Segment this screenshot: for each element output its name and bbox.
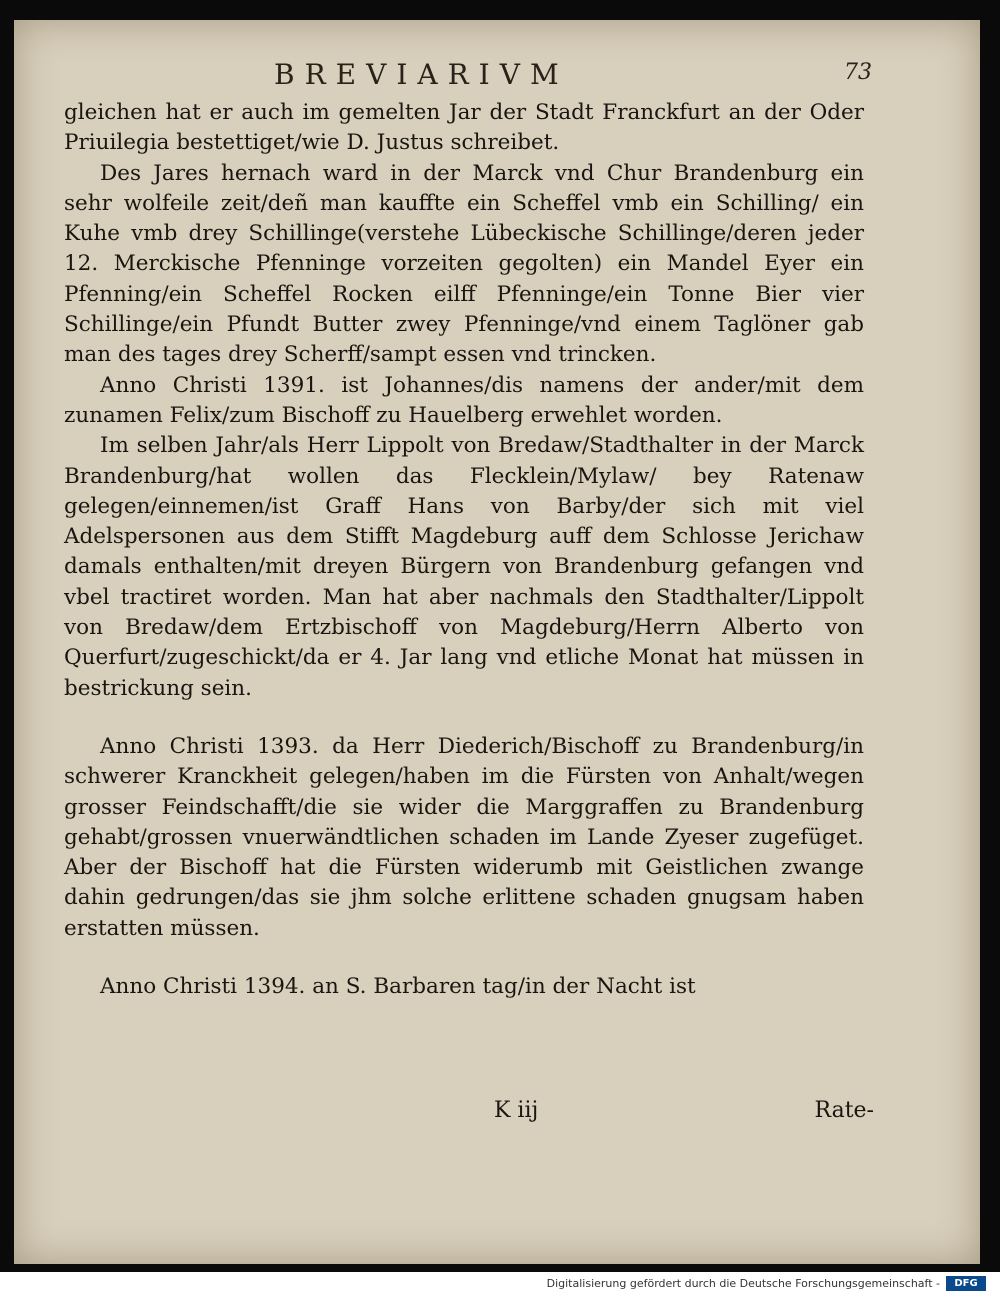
catchword: Rate- xyxy=(814,1098,874,1123)
page-number: 73 xyxy=(844,60,872,85)
dfg-logo-icon[interactable]: DFG xyxy=(946,1276,986,1291)
paragraph-1391-bishop: Anno Christi 1391. ist Johannes/dis namens der ander/mit dem zunamen Felix/zum Bischoff zu Hauelberg erwehlet worden. xyxy=(64,372,864,428)
running-title: BREVIARIVM xyxy=(274,58,569,91)
signature-mark: K iij xyxy=(494,1098,539,1123)
book-page xyxy=(14,20,980,1264)
paragraph-1393: Anno Christi 1393. da Herr Diederich/Bischoff zu Brandenburg/in schwerer Kranckheit gelegen/haben im die Fürsten von Anhalt/wegen grosser Feindschafft/die sie wider die Marggraffen zu Brandenburg gehabt/grossen vnuerwändtlichen schaden im Lande Zyeser zugefüget. Aber der Bischoff hat die Fürsten widerumb mit Geistlichen zwange dahin gedrungen/das sie jhm solche erlittene schaden gnugsam haben erstatten müssen. xyxy=(64,733,864,941)
paragraph-1394: Anno Christi 1394. an S. Barbaren tag/in der Nacht ist xyxy=(100,974,696,1000)
body-text xyxy=(64,98,864,1002)
paragraph-continuation: gleichen hat er auch im gemelten Jar der Stadt Franckfurt an der Oder Priuilegia bestettiget/wie D. Justus schreibet. xyxy=(64,100,864,156)
dfg-notice-text: Digitalisierung gefördert durch die Deutsche Forschungsgemeinschaft - xyxy=(546,1277,940,1290)
running-head xyxy=(64,56,872,96)
paragraph-prices: Des Jares hernach ward in der Marck vnd Chur Brandenburg ein sehr wolfeile zeit/deñ man kauffte ein Scheffel vmb ein Schilling/ ein Kuhe vmb drey Schillinge(verstehe Lübeckische Schillinge/deren jeder 12. Merckische Pfenninge vorzeiten gegolten) ein Mandel Eyer ein Pfenning/ein Scheffel Rocken eilff Pfenninge/ein Tonne Bier vier Schillinge/ein Pfundt Butter zwey Pfenninge/vnd einem Taglöner gab man des tages drey Scherff/sampt essen vnd trincken. xyxy=(64,160,864,368)
page-footer xyxy=(64,1098,874,1128)
page-content xyxy=(64,56,874,1123)
dfg-notice-bar xyxy=(0,1272,1000,1296)
paragraph-bredaw: Im selben Jahr/als Herr Lippolt von Bredaw/Stadthalter in der Marck Brandenburg/hat wollen das Flecklein/Mylaw/ bey Ratenaw gelegen/einnemen/ist Graff Hans von Barby/der sich mit viel Adelspersonen aus dem Stifft Magdeburg auff dem Schlosse Jerichaw damals enthalten/mit dreyen Bürgern von Brandenburg gefangen vnd vbel tractiret worden. Man hat aber nachmals den Stadthalter/Lippolt von Bredaw/dem Ertzbischoff von Magdeburg/Herrn Alberto von Querfurt/zugeschickt/da er 4. Jar lang vnd etliche Monat hat müssen in bestrickung sein. xyxy=(64,433,864,701)
